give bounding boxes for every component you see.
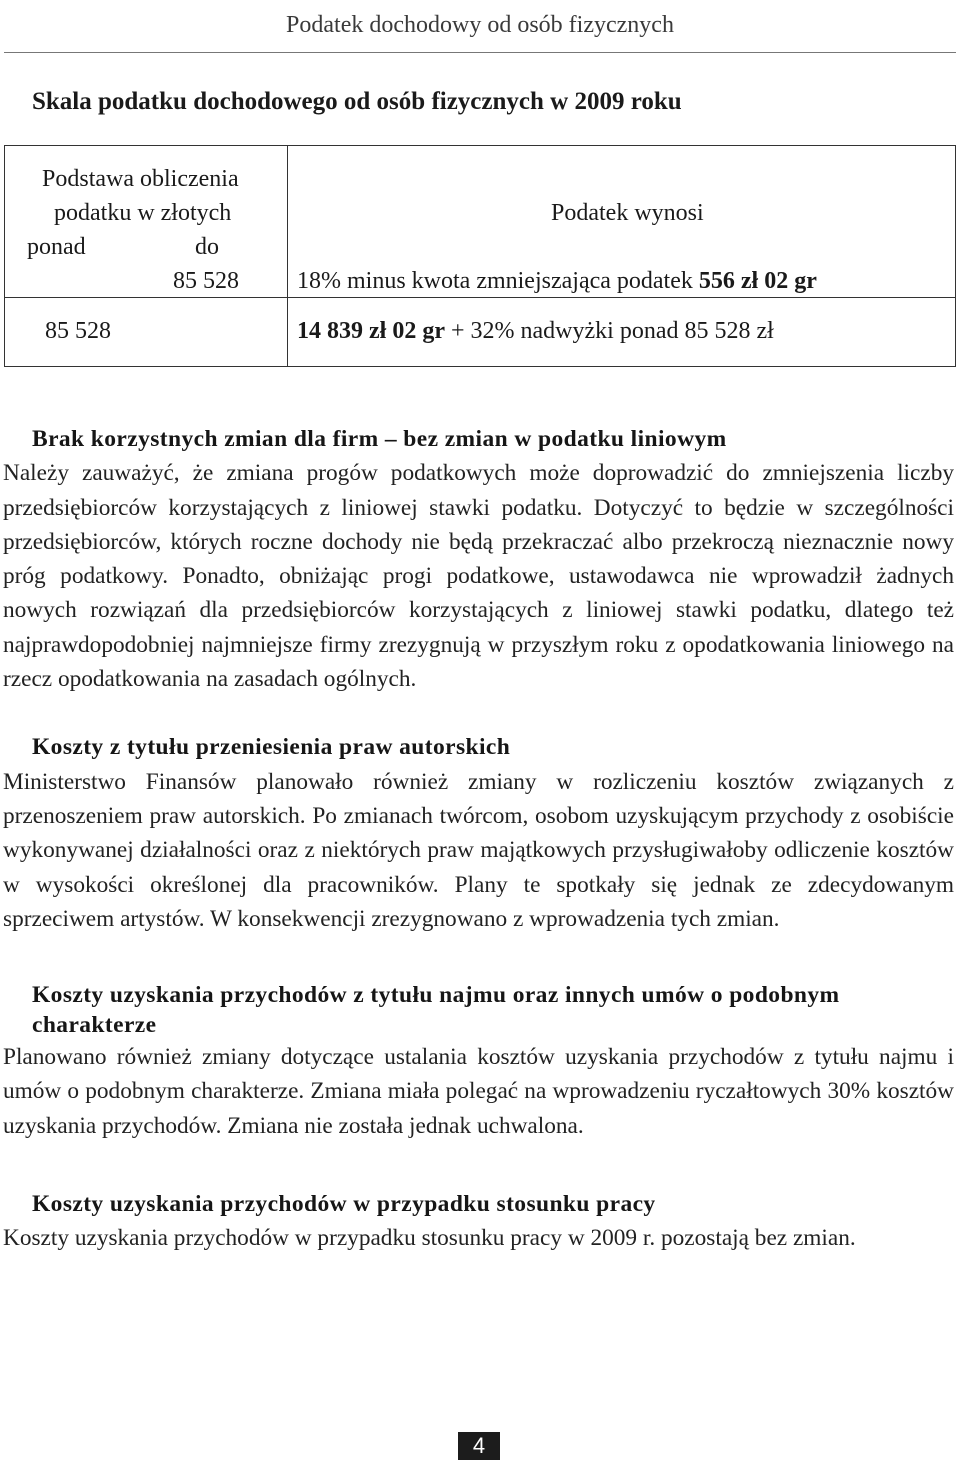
section-paragraph: Należy zauważyć, że zmiana progów podatkowych może doprowadzić do zmniejszenia liczby przedsiębiorców korzystających z liniowej stawki podatku. Dotyczyć to będzie w szczególności przedsiębiorców, których roczne dochody nie będą przekraczać albo przekroczą nieznacznie nowy próg podatkowy. Ponadto, obniżając progi podatkowe, ustawodawca nie wprowadził żadnych nowych rozwiązań dla przedsiębiorców korzystających z liniowej stawki podatku, dlatego też najprawdopodobniej najmniejsze firmy zrezygnują w przyszłym roku z opodatkowania liniowego na rzecz opodatkowania na zasadach ogólnych. xyxy=(3,460,954,693)
section-paragraph: Ministerstwo Finansów planowało również zmiany w rozliczeniu kosztów związanych z przenoszeniem praw autorskich. Po zmianach twórcom, osobom uzyskującym przychody z osobiście wykonywanej działalności oraz z niektórych praw majątkowych przysługiwałoby odliczenie kosztów w wysokości określonej dla pracowników. Plany te spotkały się jednak ze zdecydowanym sprzeciwem artystów. W konsekwencji zrezygnowano z wprowadzenia tych zmian. xyxy=(3,768,954,932)
section-paragraph: Planowano również zmiany dotyczące ustalania kosztów uzyskania przychodów z tytułu najmu i umów o podobnym charakterze. Zmiana miała polegać na wprowadzeniu ryczałtowych 30% kosztów uzyskania przychodów. Zmiana nie została jednak uchwalona. xyxy=(3,1044,954,1139)
section-heading: Koszty uzyskania przychodów z tytułu najmu oraz innych umów o podobnym charakterze xyxy=(32,982,840,1039)
article-body xyxy=(3,422,954,1256)
header-rule xyxy=(4,52,956,53)
section-copyright-costs xyxy=(3,730,954,936)
header-from: ponad xyxy=(27,234,86,260)
tax-scale-table xyxy=(4,145,956,367)
table-title: Skala podatku dochodowego od osób fizycznych w 2009 roku xyxy=(32,88,682,115)
table-column-divider xyxy=(287,146,288,366)
header-base-line1: Podstawa obliczenia xyxy=(42,166,239,192)
row1-tax xyxy=(297,264,817,298)
row2-tax xyxy=(297,314,774,348)
row1-tax-pre: 18% minus kwota zmniejszająca podatek xyxy=(297,268,699,294)
header-tax: Podatek wynosi xyxy=(551,200,704,226)
section-employment-costs xyxy=(3,1187,954,1256)
row2-tax-amount: 14 839 zł 02 gr xyxy=(297,318,445,344)
section-flat-tax xyxy=(3,422,954,696)
header-to: do xyxy=(195,234,219,260)
page-number: 4 xyxy=(458,1432,500,1460)
row2-from: 85 528 xyxy=(45,318,111,344)
running-head: Podatek dochodowy od osób fizycznych xyxy=(286,12,674,38)
row2-tax-post: + 32% nadwyżki ponad 85 528 zł xyxy=(444,318,774,344)
row1-to: 85 528 xyxy=(173,268,239,294)
section-heading: Koszty z tytułu przeniesienia praw autorskich xyxy=(32,734,511,761)
row1-tax-amount: 556 zł 02 gr xyxy=(698,268,817,294)
header-base-line2: podatku w złotych xyxy=(54,200,232,226)
section-paragraph: Koszty uzyskania przychodów w przypadku stosunku pracy w 2009 r. pozostają bez zmian. xyxy=(3,1225,856,1252)
section-heading: Brak korzystnych zmian dla firm – bez zmian w podatku liniowym xyxy=(32,426,727,452)
section-heading: Koszty uzyskania przychodów w przypadku stosunku pracy xyxy=(32,1191,656,1218)
section-rental-costs xyxy=(3,980,954,1143)
